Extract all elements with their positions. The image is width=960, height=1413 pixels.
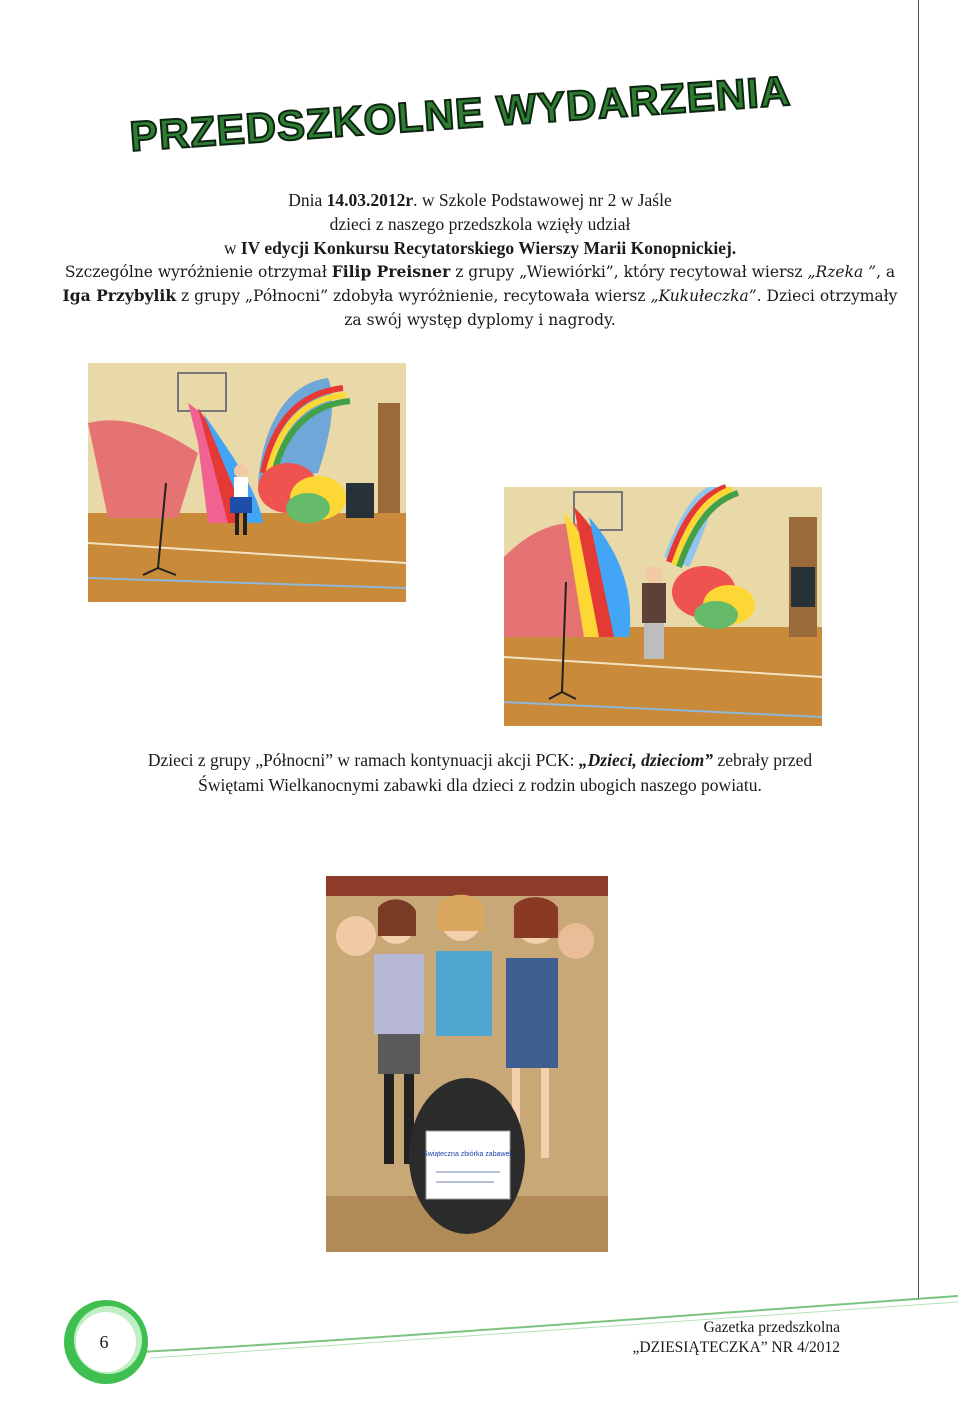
photo-girls-with-donation-bag bbox=[326, 876, 608, 1252]
page-title-text: PRZEDSZKOLNE WYDARZENIA bbox=[128, 66, 793, 161]
caption-line-2: Świętami Wielkanocnymi zabawki dla dzieci z rodzin ubogich naszego powiatu. bbox=[198, 775, 762, 795]
photo-girl-reciting bbox=[88, 363, 406, 602]
photo-boy-reciting bbox=[504, 487, 822, 726]
footer-publication-name: Gazetka przedszkolna bbox=[703, 1319, 840, 1336]
intro-body: Szczególne wyróżnienie otrzymał Filip Preisner z grupy „Wiewiórki”, który recytował wiersz „Rzeka ”, a Iga Przybylik z grupy „Północni” zdobyła wyróżnienie, recytowała wiersz „Kukułeczka”. Dzieci otrzymały za swój występ dyplomy i nagrody. bbox=[62, 262, 898, 329]
intro-line-3: w IV edycji Konkursu Recytatorskiego Wierszy Marii Konopnickiej. bbox=[223, 238, 737, 258]
page-border-line bbox=[918, 0, 919, 1300]
bag-label-text: Świąteczna zbiórka zabawek bbox=[423, 1151, 513, 1158]
intro-text bbox=[60, 188, 900, 332]
page-number: 6 bbox=[99, 1332, 109, 1352]
caption-text bbox=[60, 748, 900, 798]
intro-line-1: Dnia 14.03.2012r. w Szkole Podstawowej nr 2 w Jaśle bbox=[288, 190, 672, 210]
caption-line-1: Dzieci z grupy „Północni” w ramach kontynuacji akcji PCK: „Dzieci, dzieciom” zebrały przed bbox=[147, 750, 813, 770]
footer-publication bbox=[633, 1318, 841, 1358]
page-title bbox=[128, 66, 793, 161]
intro-line-2: dzieci z naszego przedszkola wzięły udział bbox=[329, 214, 631, 234]
footer-issue: „DZIESIĄTECZKA” NR 4/2012 bbox=[632, 1339, 840, 1356]
